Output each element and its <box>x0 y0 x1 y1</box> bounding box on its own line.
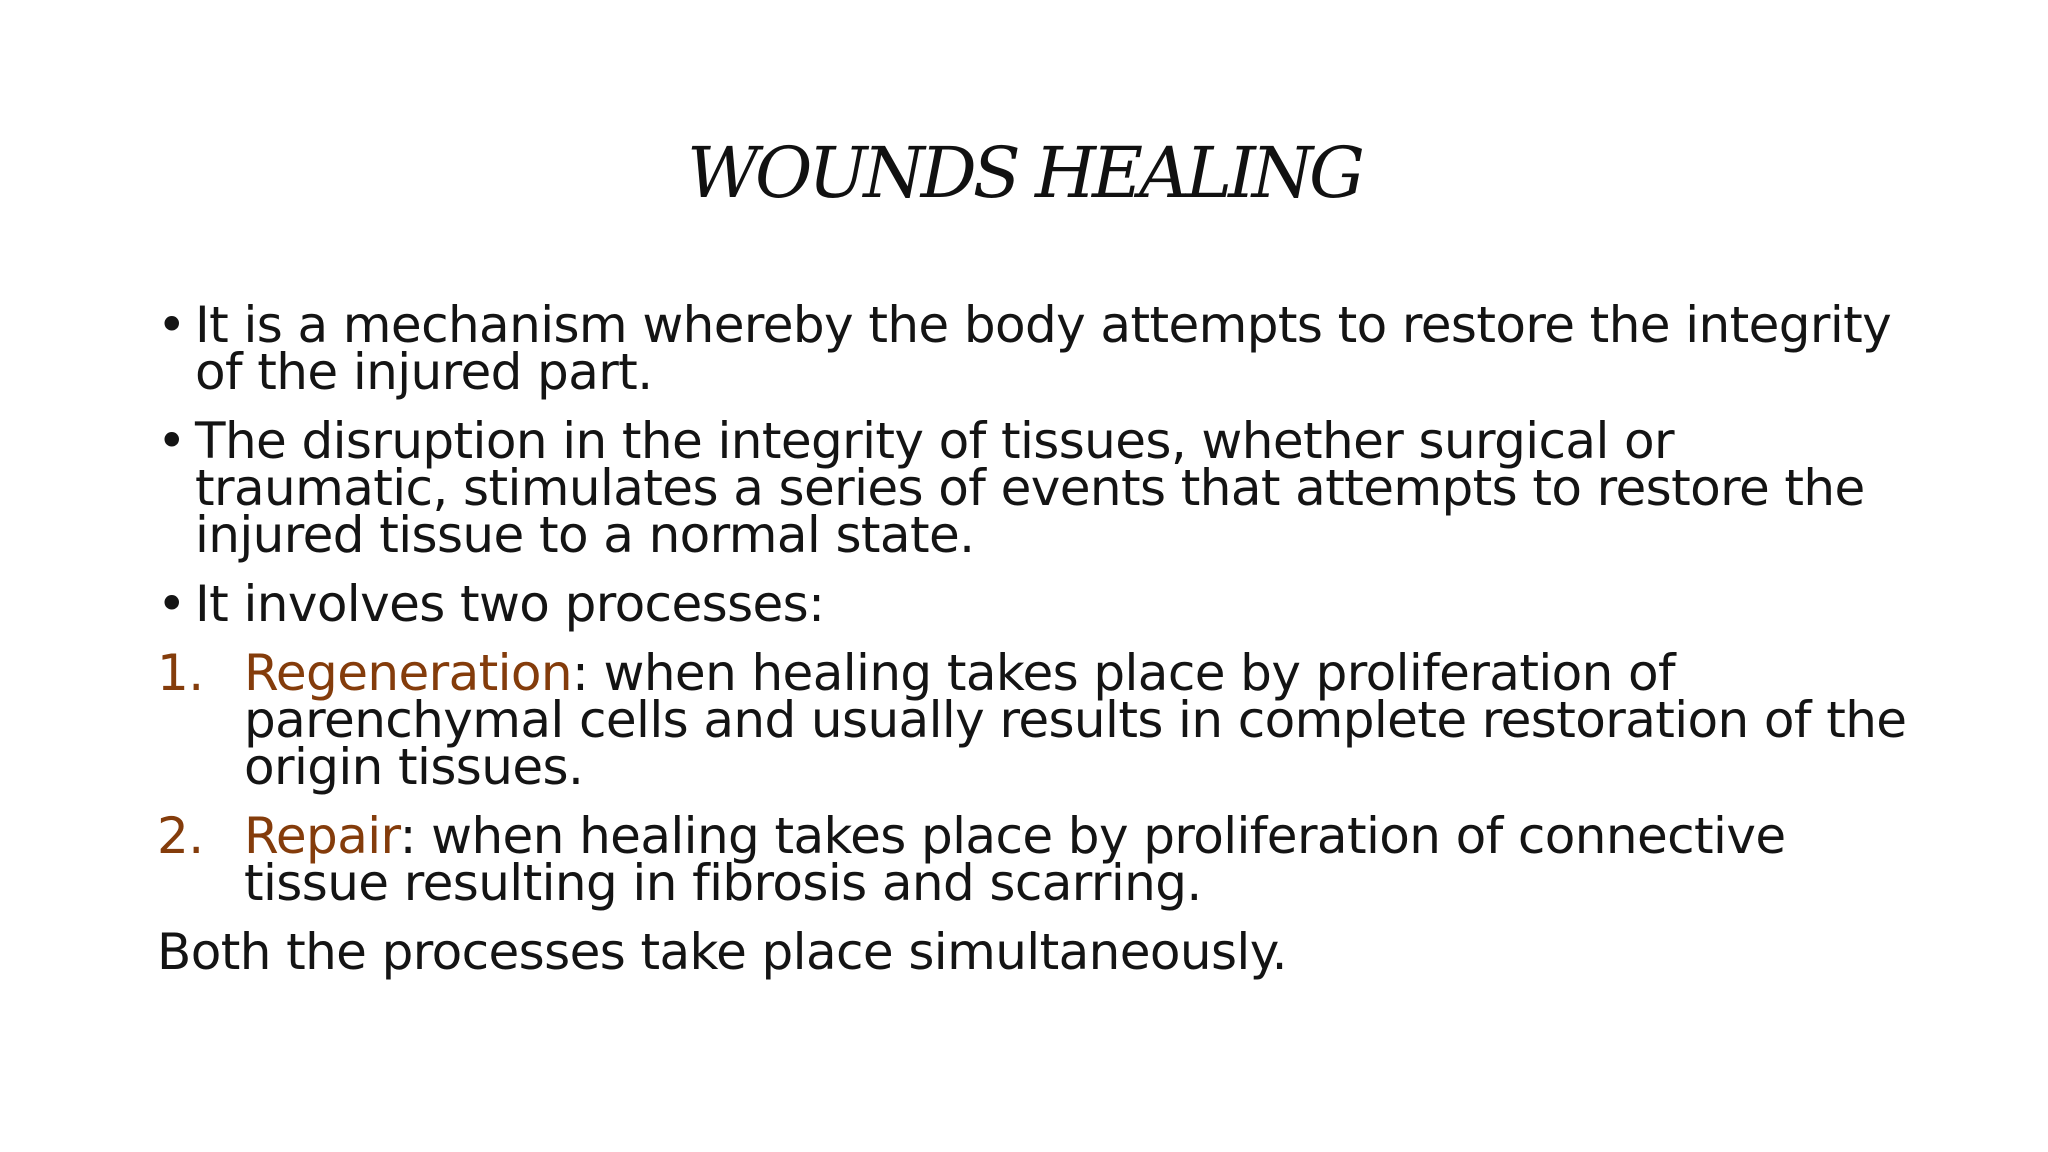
bullet-item <box>157 412 1917 564</box>
term-definition: : when healing takes place by proliferation of connective tissue resulting in fibrosis and scarring. <box>244 807 1786 912</box>
number-marker: 1. <box>157 644 204 702</box>
term-highlight: Repair <box>244 807 400 865</box>
bullet-marker: • <box>157 296 186 354</box>
slide-title: WOUNDS HEALING <box>687 132 1361 214</box>
slide-body <box>157 296 1917 998</box>
numbered-item-repair <box>157 807 1917 912</box>
bullet-item <box>157 296 1917 401</box>
numbered-text <box>244 807 1917 912</box>
numbered-item-regeneration <box>157 644 1917 796</box>
numbered-text <box>244 644 1917 796</box>
number-marker: 2. <box>157 807 204 865</box>
bullet-marker: • <box>157 575 186 633</box>
conclusion-text: Both the processes take place simultaneously. <box>157 923 1287 981</box>
bullet-text: It involves two processes: <box>195 575 825 633</box>
bullet-text: It is a mechanism whereby the body attempts to restore the integrity of the injured part. <box>195 296 1892 401</box>
bullet-item <box>157 575 1917 633</box>
term-definition: : when healing takes place by proliferation of parenchymal cells and usually results in complete restoration of the origin tissues. <box>244 644 1907 796</box>
term-highlight: Regeneration <box>244 644 572 702</box>
bullet-marker: • <box>157 412 186 470</box>
bullet-text: The disruption in the integrity of tissues, whether surgical or traumatic, stimulates a series of events that attempts to restore the injured tissue to a normal state. <box>195 412 1865 564</box>
